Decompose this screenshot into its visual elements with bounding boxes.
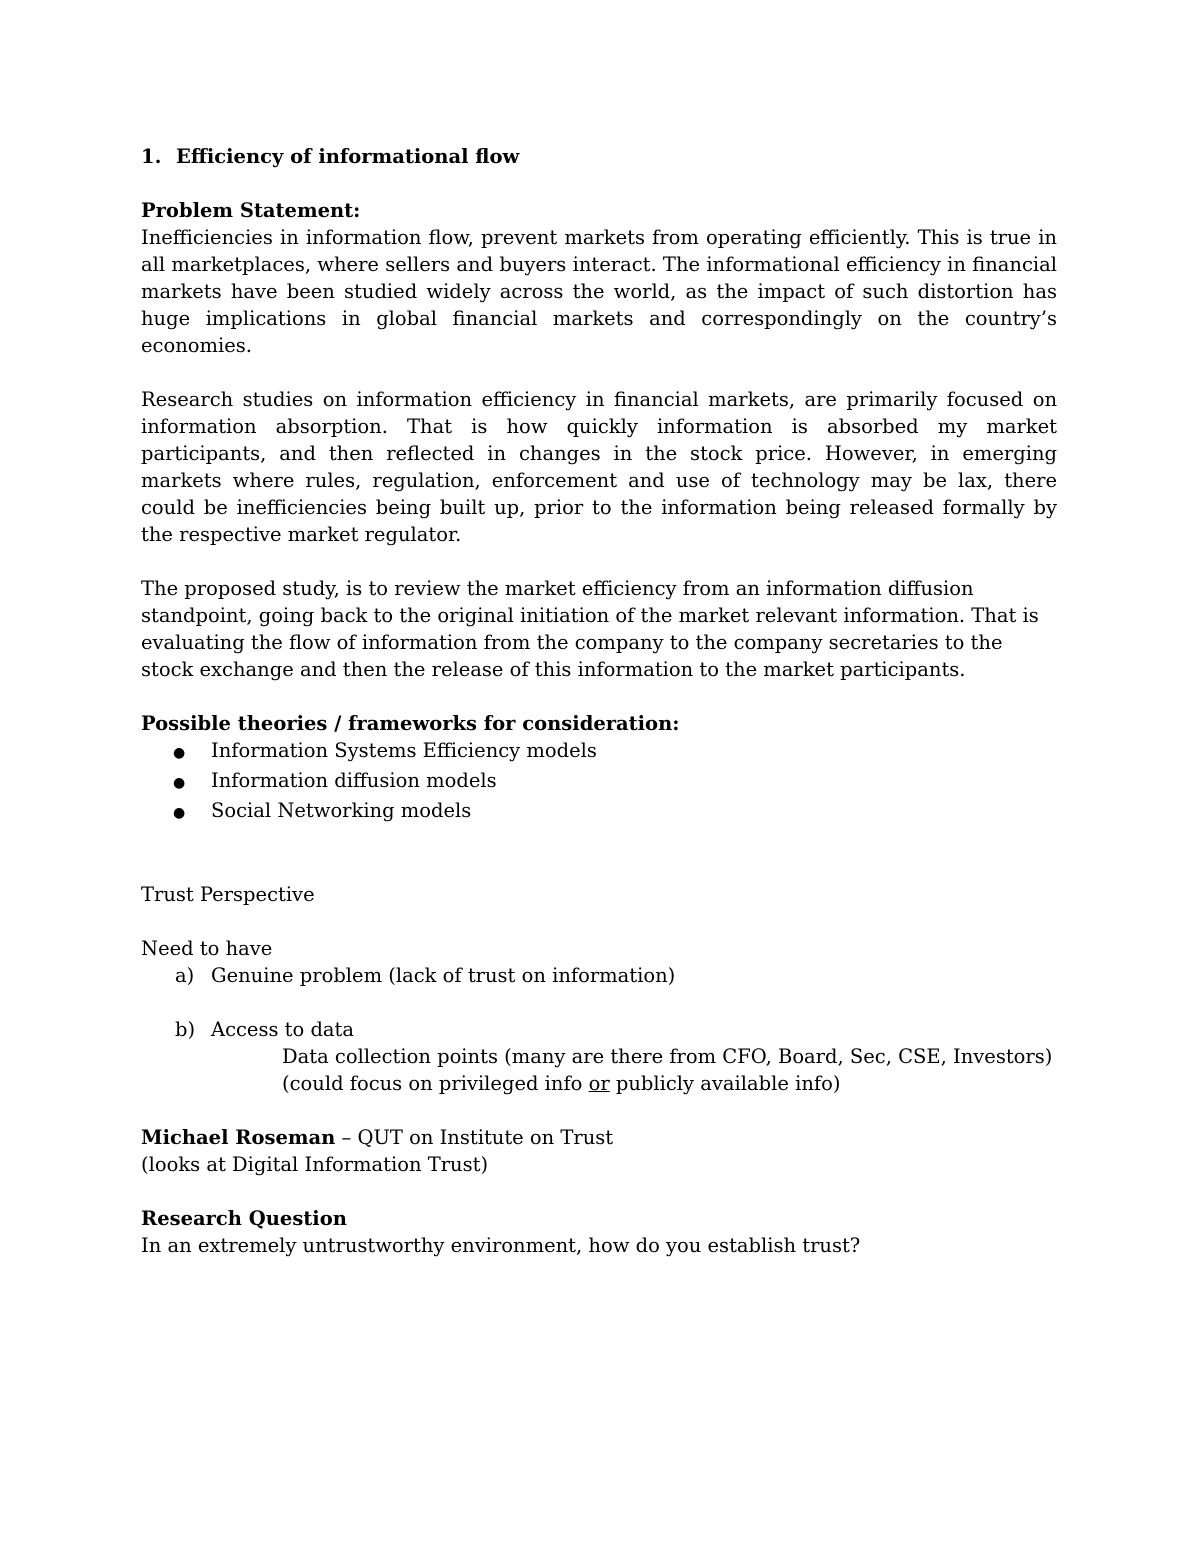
trust-title: Trust Perspective — [141, 883, 315, 906]
list-item-text: Information Systems Efficiency models — [211, 739, 597, 762]
document-body — [141, 143, 1057, 1259]
contact-note: (looks at Digital Information Trust) — [141, 1153, 489, 1176]
focus-suffix: publicly available info) — [609, 1072, 841, 1095]
theories-heading: Possible theories / frameworks for consideration: — [141, 712, 680, 735]
list-item-text: Social Networking models — [211, 799, 472, 822]
theories-list — [141, 737, 1057, 827]
problem-heading: Problem Statement: — [141, 199, 361, 222]
need-label: Need to have — [141, 937, 273, 960]
item-b-marker: b) — [175, 1018, 196, 1041]
need-item-a — [141, 962, 1057, 989]
list-item — [141, 737, 1057, 767]
problem-paragraph-2: Research studies on information efficiency in financial markets, are primarily focused on information absorption. That is how quickly information is absorbed my market participants, and then reflected in changes in the stock price. However, in emerging markets where rules, regulation, enforcement and use of technology may be lax, there could be inefficiencies being built up, prior to the information being released formally by the respective market regulator. — [141, 388, 1057, 546]
bullet-icon: ● — [173, 745, 186, 761]
list-item — [141, 797, 1057, 827]
section-heading — [141, 143, 1057, 170]
problem-paragraph-1: Inefficiencies in information flow, prevent markets from operating efficiently. This is true in all marketplaces, where sellers and buyers interact. The informational efficiency in financial markets have been studied widely across the world, as the impact of such distortion has huge implications in global financial markets and correspondingly on the country’s economies. — [141, 226, 1057, 357]
contact-line — [141, 1124, 1057, 1151]
focus-note — [141, 1070, 1057, 1097]
bullet-icon: ● — [173, 775, 186, 791]
list-item — [141, 767, 1057, 797]
item-a-marker: a) — [175, 964, 195, 987]
need-item-b — [141, 1016, 1057, 1043]
item-b-text: Access to data — [211, 1018, 355, 1041]
bullet-icon: ● — [173, 805, 186, 821]
data-collection-points: Data collection points (many are there from CFO, Board, Sec, CSE, Investors) — [282, 1045, 1053, 1068]
research-question: In an extremely untrustworthy environment, how do you establish trust? — [141, 1234, 861, 1257]
research-heading: Research Question — [141, 1207, 347, 1230]
contact-affiliation: – QUT on Institute on Trust — [335, 1126, 614, 1149]
section-number: 1. — [141, 145, 162, 168]
contact-name: Michael Roseman — [141, 1126, 336, 1149]
problem-paragraph-3: The proposed study, is to review the market efficiency from an information diffusion standpoint, going back to the original initiation of the market relevant information. That is evaluating the flow of information from the company to the company secretaries to the stock exchange and then the release of this information to the market participants. — [141, 577, 1039, 681]
list-item-text: Information diffusion models — [211, 769, 497, 792]
focus-prefix: (could focus on privileged info — [282, 1072, 589, 1095]
focus-or: or — [588, 1072, 610, 1095]
item-a-text: Genuine problem (lack of trust on information) — [211, 964, 676, 987]
section-title: Efficiency of informational flow — [176, 145, 520, 168]
